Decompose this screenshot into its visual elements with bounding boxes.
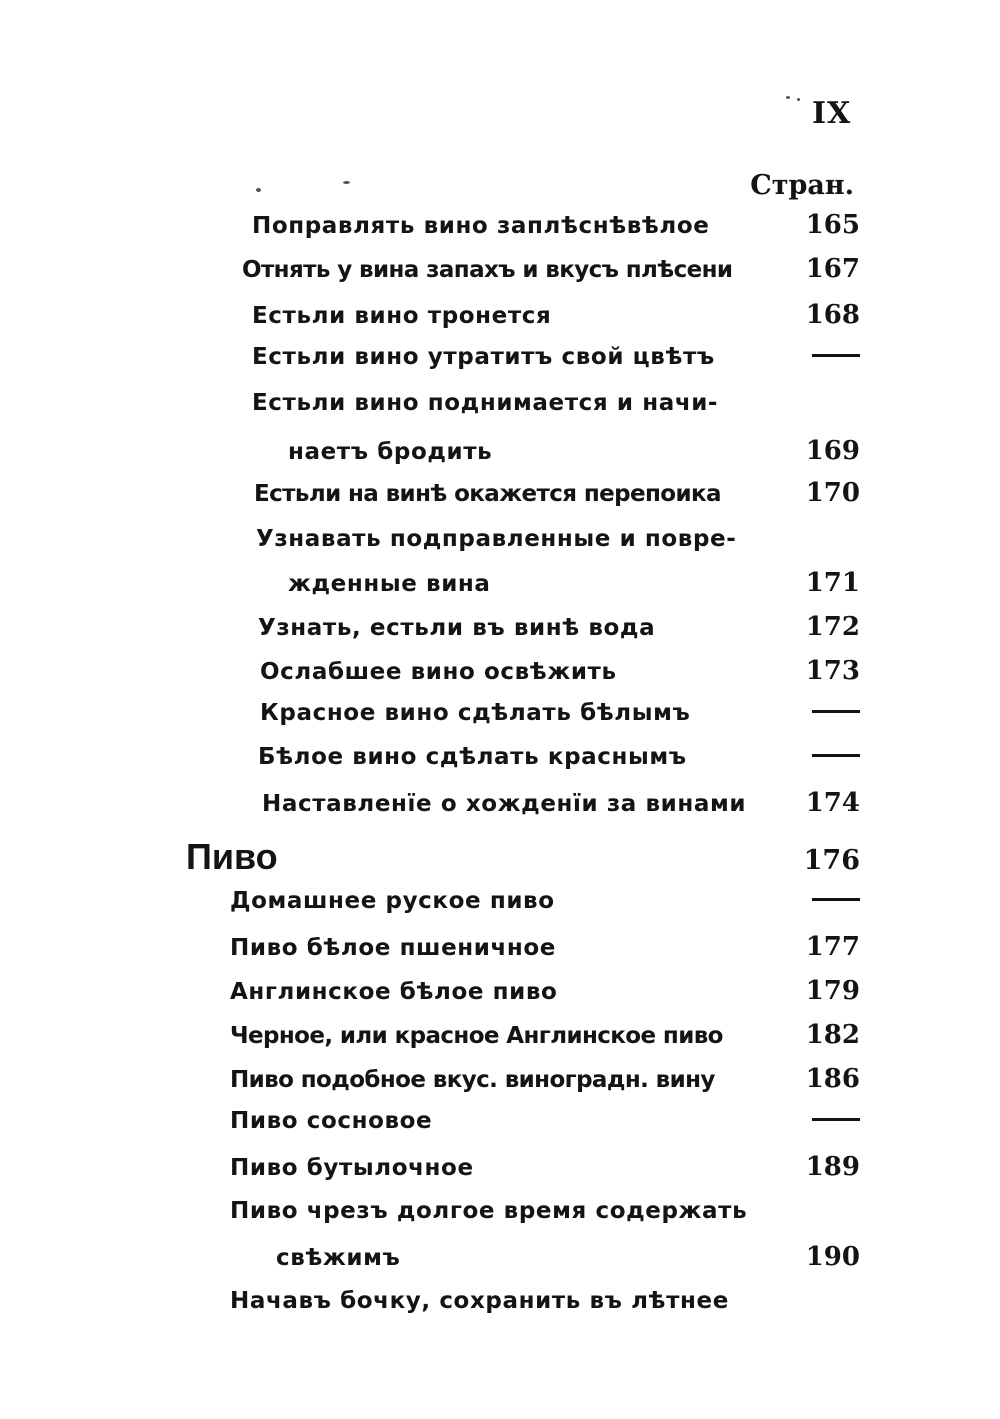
toc-entry-continuation [288, 436, 860, 476]
entry-title: жденные вина [288, 571, 491, 597]
entry-page: 189 [805, 1152, 860, 1182]
entry-title: Естьли вино тронется [252, 303, 552, 329]
entry-page: 168 [805, 300, 860, 330]
entry-title: Узнавать подправленные и повре- [256, 526, 737, 552]
toc-entry [242, 254, 860, 294]
entry-title: Поправлять вино заплѣснѣвѣлое [252, 213, 710, 239]
toc-entry [258, 744, 860, 784]
toc-entry [252, 344, 860, 384]
entry-title: Начавъ бочку, сохранить въ лѣтнее [230, 1288, 729, 1314]
entry-title: Пиво бутылочное [230, 1155, 474, 1181]
ink-speck [256, 188, 261, 192]
toc-entry [230, 976, 860, 1016]
ditto-dash [812, 710, 860, 713]
toc-entry [230, 888, 860, 928]
toc-entry [260, 656, 860, 696]
ink-speck [797, 98, 800, 101]
toc-entry [262, 788, 860, 828]
entry-page: 171 [805, 568, 860, 598]
entry-page: 177 [805, 932, 860, 962]
entry-title: Красное вино сдѣлать бѣлымъ [260, 700, 691, 726]
toc-entry-continuation [276, 1242, 860, 1282]
ditto-dash [812, 898, 860, 901]
toc-entry [230, 1288, 860, 1328]
entry-title: Естьли вино утратитъ свой цвѣтъ [252, 344, 715, 370]
section-heading [186, 836, 860, 882]
entry-page: 179 [805, 976, 860, 1006]
entry-page: 167 [805, 254, 860, 284]
section-title: Пиво [186, 836, 278, 877]
entry-title: Пиво подобное вкус. виноградн. вину [230, 1067, 715, 1093]
entry-title: Домашнее руское пиво [230, 888, 555, 914]
entry-page: 169 [805, 436, 860, 466]
entry-page: 182 [805, 1020, 860, 1050]
ditto-dash [812, 1118, 860, 1121]
entry-title: Узнать, естьли въ винѣ вода [258, 615, 656, 641]
entry-title: Англинское бѣлое пиво [230, 979, 558, 1005]
toc-entry [230, 1198, 860, 1238]
toc-entry [260, 700, 860, 740]
page-number: IX [812, 96, 852, 131]
toc-entry [252, 210, 860, 250]
entry-title: наетъ бродить [288, 439, 493, 465]
toc-entry [230, 932, 860, 972]
toc-entry [254, 478, 860, 518]
toc-entry [252, 300, 860, 340]
entry-title: Пиво сосновое [230, 1108, 433, 1134]
toc-entry [230, 1152, 860, 1192]
entry-page: 173 [805, 656, 860, 686]
entry-title: Естьли на винѣ окажется перепоика [254, 481, 721, 507]
toc-entry [252, 390, 860, 430]
entry-title: Бѣлое вино сдѣлать краснымъ [258, 744, 687, 770]
entry-page: 170 [805, 478, 860, 508]
entry-title: Ослабшее вино освѣжить [260, 659, 617, 685]
toc-entry [258, 612, 860, 652]
entry-title: Наставленïе о хожденïи за винами [262, 791, 747, 817]
entry-page: 174 [805, 788, 860, 818]
entry-title: свѣжимъ [276, 1245, 401, 1271]
entry-page: 190 [805, 1242, 860, 1272]
entry-page: 186 [805, 1064, 860, 1094]
entry-page: 165 [805, 210, 860, 240]
ink-speck [786, 96, 790, 99]
entry-title: Отнять у вина запахъ и вкусъ плѣсени [242, 257, 733, 283]
section-page: 176 [803, 845, 860, 876]
entry-title: Пиво чрезъ долгое время содержать [230, 1198, 748, 1224]
ink-speck [343, 181, 350, 184]
toc-entry [230, 1064, 860, 1104]
toc-entry [256, 526, 860, 566]
toc-entry-continuation [288, 568, 860, 608]
ditto-dash [812, 754, 860, 757]
entry-page: 172 [805, 612, 860, 642]
entry-title: Черное, или красное Англинское пиво [230, 1023, 723, 1049]
entry-title: Естьли вино поднимается и начи- [252, 390, 719, 416]
entry-title: Пиво бѣлое пшеничное [230, 935, 556, 961]
toc-entry [230, 1108, 860, 1148]
ditto-dash [812, 354, 860, 357]
column-header-pages: Стран. [750, 170, 854, 201]
toc-entry [230, 1020, 860, 1060]
